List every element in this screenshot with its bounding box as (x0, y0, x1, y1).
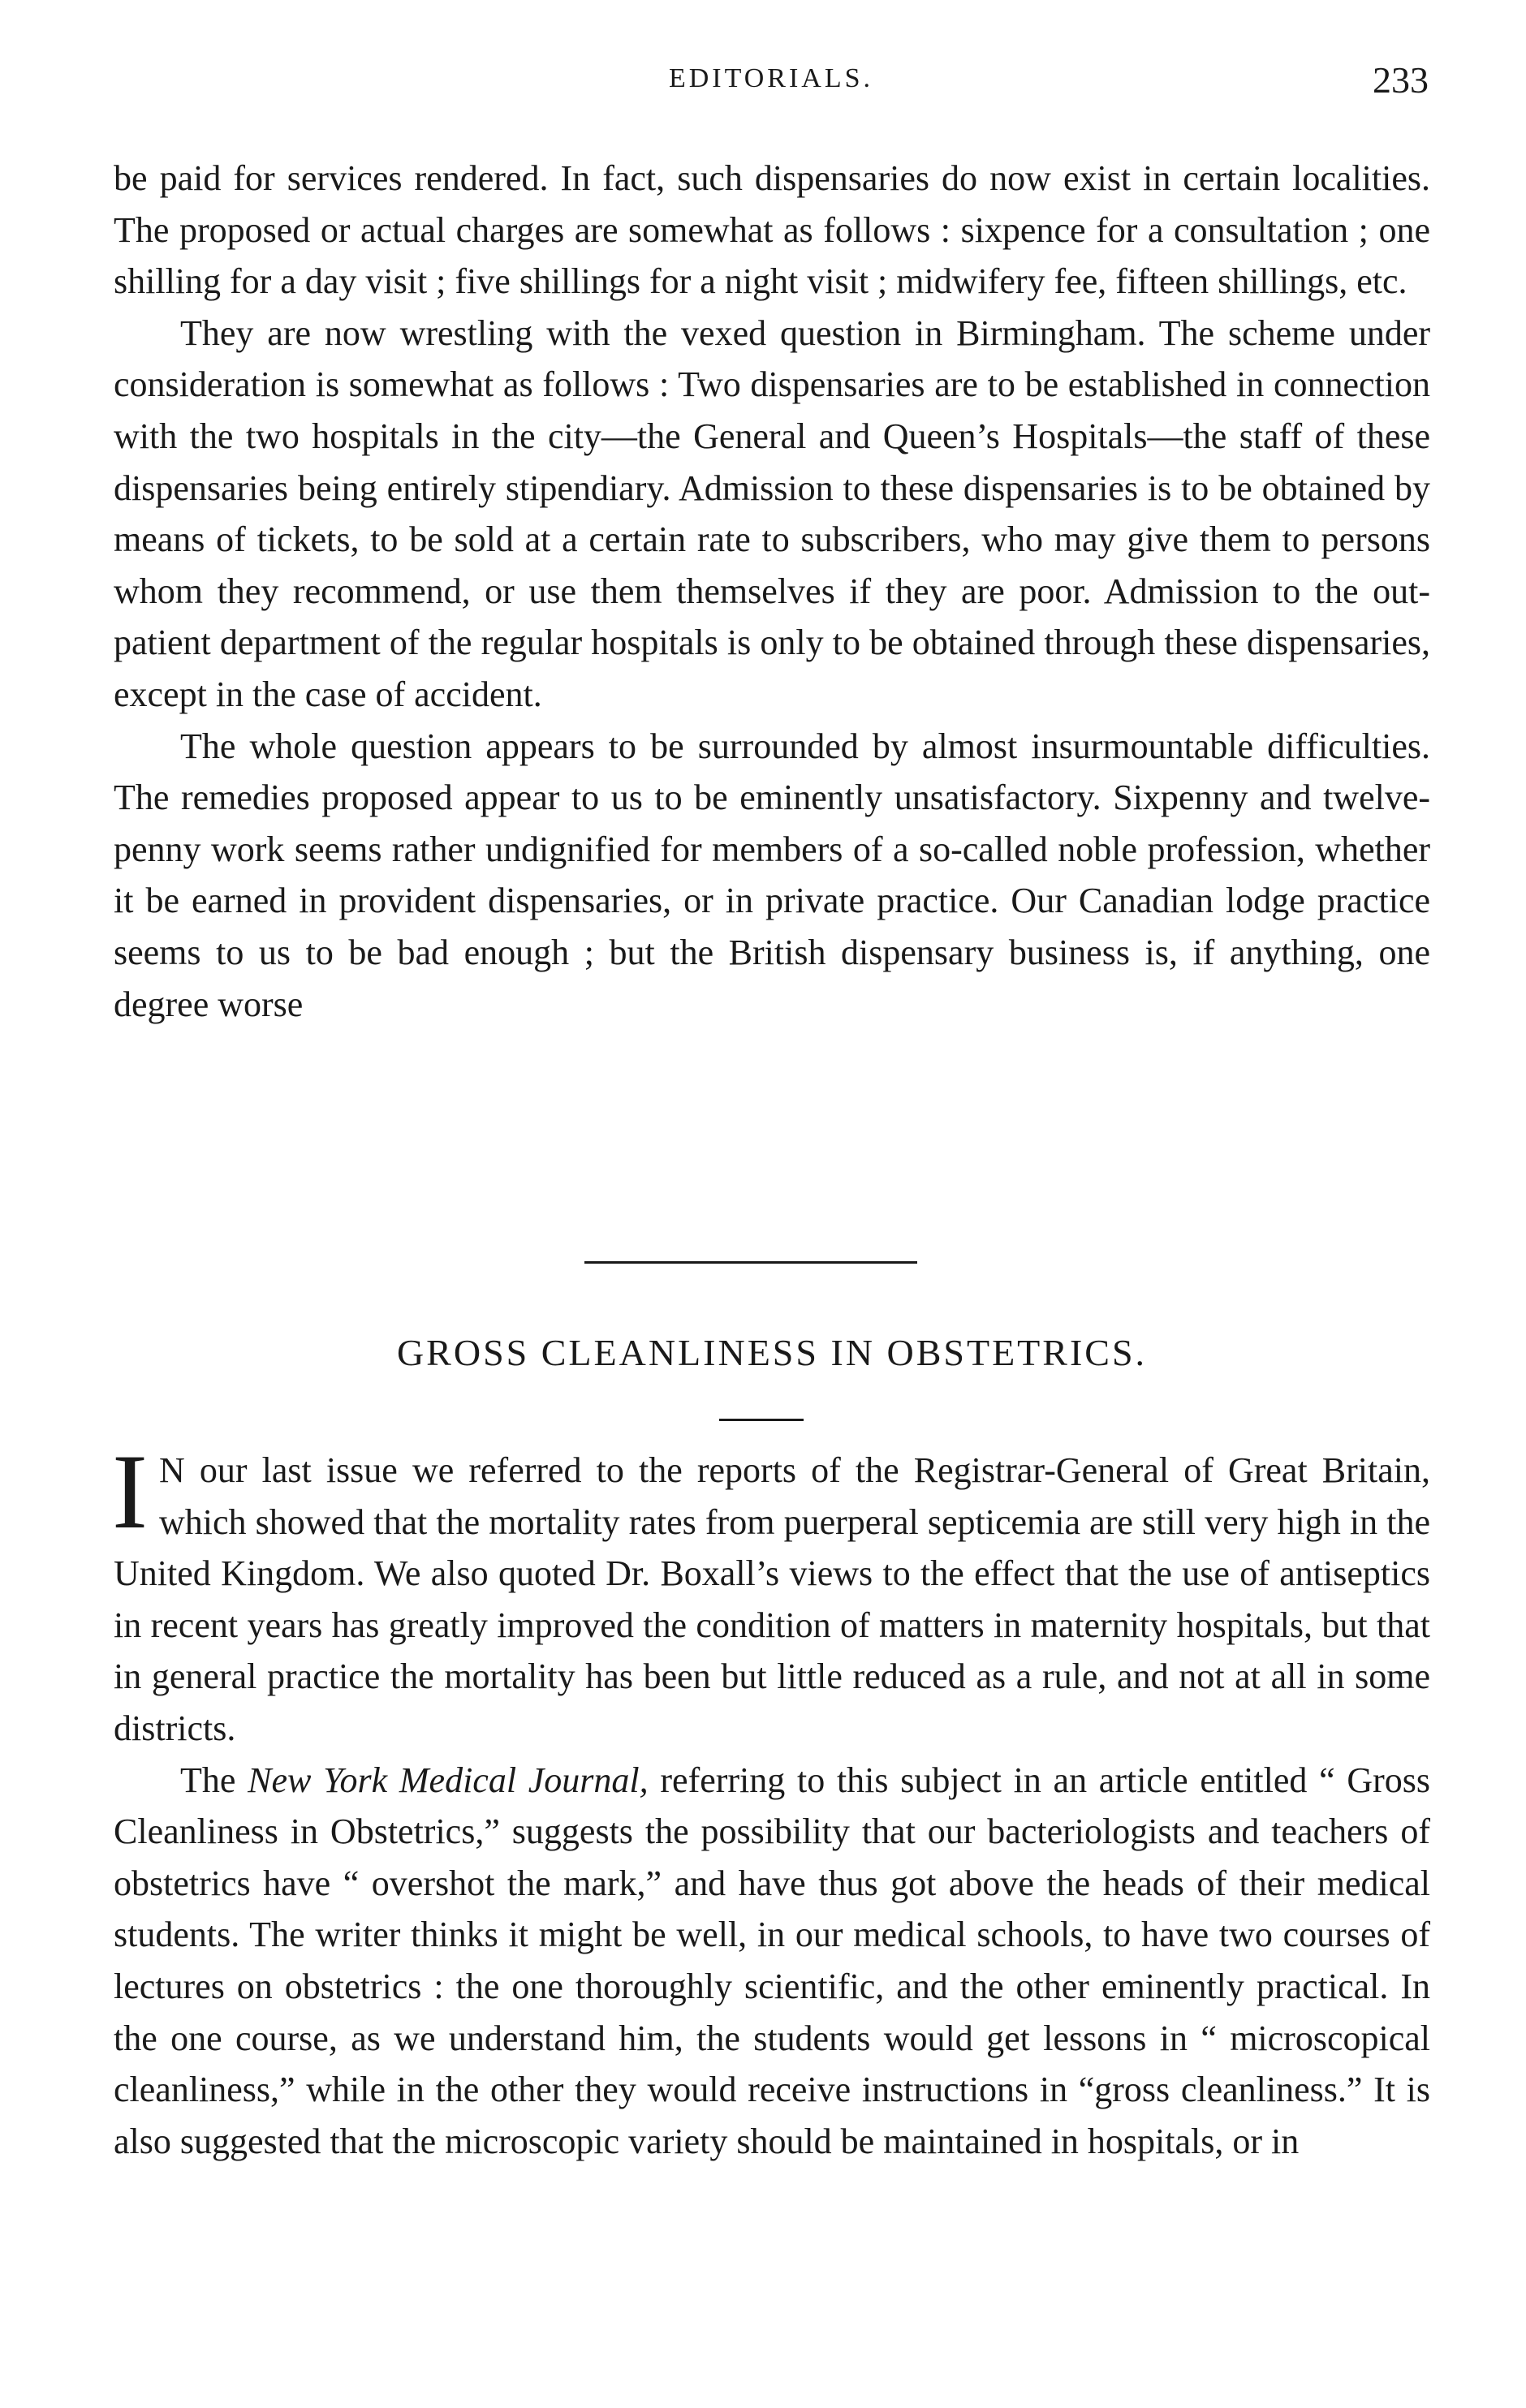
paragraph (114, 1755, 1430, 2168)
paragraph-text: N our last issue we referred to the reports of the Registrar-General of Great Britain, which showed that the mortality rates from puerperal septicemia are still very high in the United Kingdom. We also quoted Dr. Boxall’s views to the effect that the use of antiseptics in recent years has greatly improved the condition of matters in maternity hospitals, but that in general practice the mortality has been but little reduced as a rule, and not at all in some districts. (114, 1450, 1430, 1748)
title-underline (719, 1419, 804, 1421)
paragraph-lead: The (180, 1760, 236, 1800)
drop-cap: I (112, 1432, 148, 1551)
editorial-article (112, 1432, 1431, 2167)
opening-paragraph (112, 1432, 1430, 1755)
continued-editorial (114, 153, 1430, 1030)
paragraph: They are now wrestling with the vexed question in Birmingham. The scheme under consideration is somewhat as follows : Two dispensaries are to be established in connection with the two hospitals in the city—the General and Queen’s Hospitals—the staff of these dispensaries being entirely stipendiary. Admission to these dispensaries is to be obtained by means of tickets, to be sold at a certain rate to subscribers, who may give them to persons whom they recommend, or use them themselves if they are poor. Admission to the out-patient department of the regular hospitals is only to be obtained through these dispensaries, except in the case of accident. (114, 312, 1430, 714)
paragraph: be paid for services rendered. In fact, such dispensaries do now exist in certain localities. The proposed or actual charges are somewhat as follows : sixpence for a consultation ; one shilling for a day visit ; five shillings for a night visit ; midwifery fee, fifteen shillings, etc. (114, 158, 1430, 302)
paragraph: The whole question appears to be surrounded by almost insurmountable difficulties. The remedies proposed appear to us to be eminently unsatisfactory. Sixpenny and twelve-penny work seems rather undignified for members of a so-called noble profession, whether it be earned in provident dispensaries, or in private practice. Our Canadian lodge practice seems to us to be bad enough ; but the British dispensary business is, if anything, one degree worse (114, 726, 1430, 1024)
section-title: GROSS CLEANLINESS IN OBSTETRICS. (396, 1332, 1148, 1373)
running-title: EDITORIALS. (668, 63, 874, 93)
paragraph-text: referring to this subject in an article entitled “ Gross Cleanliness in Obstetrics,” suggests the possibility that our bacteriologists and teachers of obstetrics have “ overshot the mark,” and have thus got above the heads of their medical students. The writer thinks it might be well, in our medical schools, to have two courses of lectures on obstetrics : the one thoroughly scientific, and the other eminently practical. In the one course, as we understand him, the students would get lessons in “ microscopical cleanliness,” while in the other they would receive instructions in “gross cleanliness.” It is also suggested that the microscopic variety should be maintained in hospitals, or in (114, 1760, 1431, 2161)
page-number: 233 (1373, 59, 1429, 101)
journal-title: New York Medical Journal, (248, 1760, 649, 1800)
running-head (114, 57, 1429, 114)
section-divider (584, 1261, 917, 1264)
